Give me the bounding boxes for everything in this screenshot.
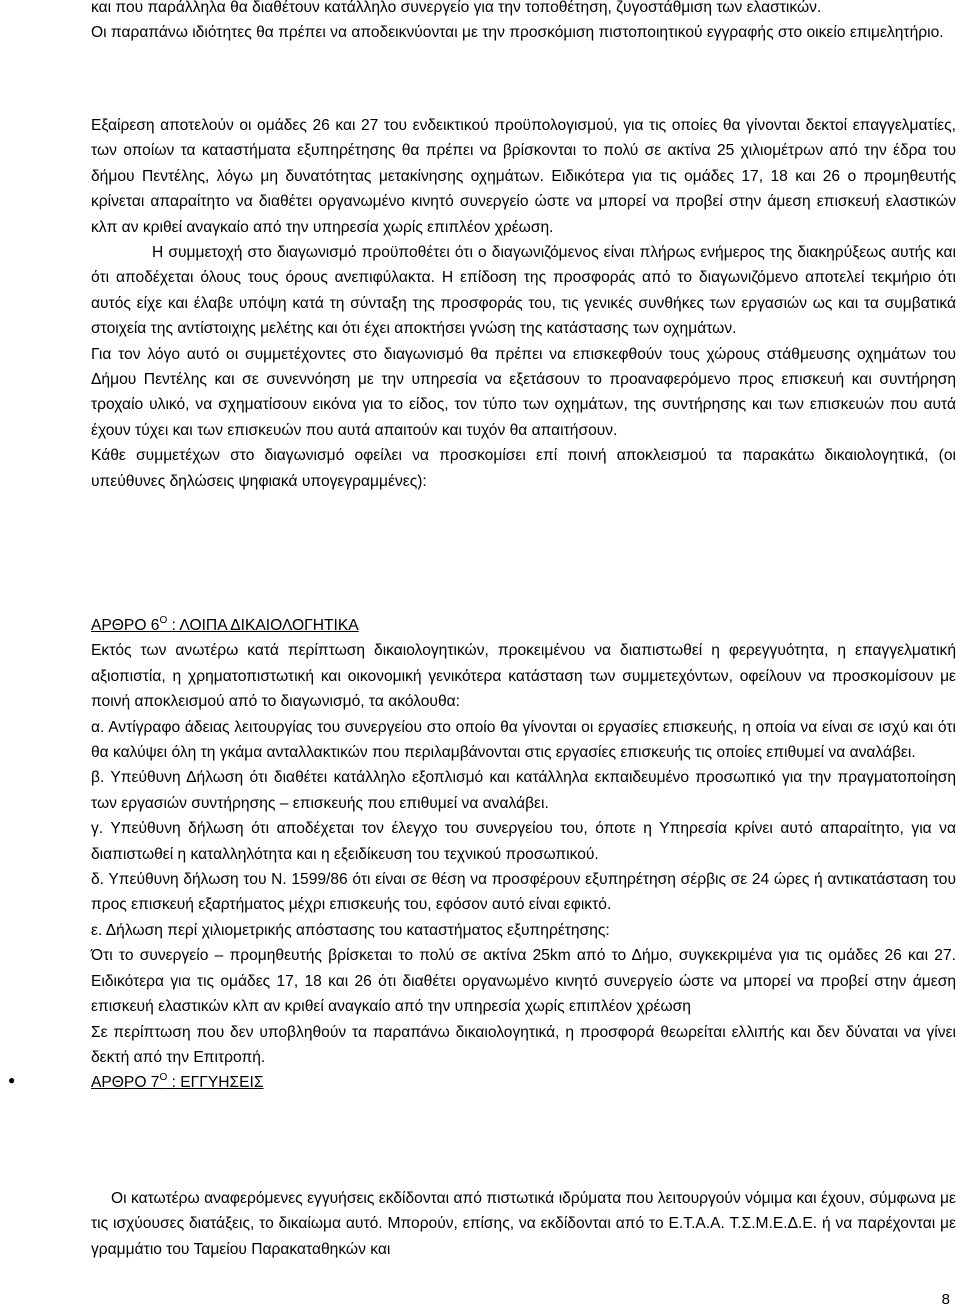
top-block	[91, 0, 956, 46]
item-e: ε. Δήλωση περί χιλιομετρικής απόστασης του καταστήματος εξυπηρέτησης:	[91, 921, 610, 939]
participation-paragraph: Η συμμετοχή στο διαγωνισμό προϋποθέτει ότι ο διαγωνιζόμενος είναι πλήρως ενήμερος της διακηρύξεως αυτής και ότι αποδέχεται όλους τους όρους ανεπιφύλακτα. Η επίδοση της προσφοράς από το διαγωνιζόμενο αποτελεί τεκμήριο ότι αυτός είχε και έλαβε υπόψη κατά τη σύνταξη της προσφοράς του, τις γενικές συνθήκες των εργασιών ως και τα συμβατικά στοιχεία της αντίστοιχης μελέτης και ότι έχει αποκτήσει γνώση της κατάστασης των οχημάτων.	[91, 244, 956, 338]
top-paragraph-2: Οι παραπάνω ιδιότητες θα πρέπει να αποδεικνύονται με την προσκόμιση πιστοποιητικού εγγραφής στο οικείο επιμελητήριο.	[91, 24, 944, 42]
closing-paragraph: Σε περίπτωση που δεν υποβληθούν τα παραπάνω δικαιολογητικά, η προσφορά θεωρείται ελλιπής και δεν δύναται να γίνει δεκτή από την Επιτροπή.	[91, 1023, 956, 1066]
article-7-heading: ΑΡΘΡΟ $7^O$ : ΕΓΓΥΗΣΕΙΣ	[91, 1072, 264, 1092]
exception-paragraph: Εξαίρεση αποτελούν οι ομάδες 26 και 27 του ενδεικτικού προϋπολογισμού, για τις οποίες θα γίνονται δεκτοί επαγγελματίες, των οποίων τα καταστήματα εξυπηρέτησης θα πρέπει να βρίσκονται το πολύ σε ακτίνα 25 χιλιομέτρων από την έδρα του δήμου Πεντέλης, λόγω μη δυνατότητας μετακίνησης οχημάτων. Ειδικότερα για τις ομάδες 17, 18 και 26 ο προμηθευτής κρίνεται απαραίτητο να διαθέτει οργανωμένο κινητό συνεργείο ώστε να μπορεί να προβεί στην άμεση επισκευή ελαστικών κλπ αν κριθεί αναγκαίο από την υπηρεσία χωρίς επιπλέον χρέωση.	[91, 117, 956, 236]
article-6-heading: ΑΡΘΡΟ $6^O$ : ΛΟΙΠΑ ΔΙΚΑΙΟΛΟΓΗΤΙΚΑ	[91, 615, 359, 634]
item-a: α. Αντίγραφο άδειας λειτουργίας του συνεργείου στο οποίο θα γίνονται οι εργασίες επισκευής, η οποία να είναι σε ισχύ και ότι θα καλύψει όλη τη γκάμα ανταλλακτικών που περιλαμβάνονται στις εργασίες επισκευής τις οποίες επιθυμεί να αναλάβει.	[91, 718, 956, 762]
article-6-block	[91, 613, 956, 1096]
top-paragraph-1: και που παράλληλα θα διαθέτουν κατάλληλο συνεργείο για την τοποθέτηση, ζυγοστάθμιση των ελαστικών.	[91, 0, 822, 16]
item-b: β. Υπεύθυνη Δήλωση ότι διαθέτει κατάλληλο εξοπλισμό και κατάλληλα εκπαιδευμένο προσωπικό για την πραγματοποίηση των εργασιών συντήρησης – επισκευής που επιθυμεί να αναλάβει.	[91, 769, 956, 812]
item-c: γ. Υπεύθυνη δήλωση ότι αποδέχεται τον έλεγχο του συνεργείου του, όποτε η Υπηρεσία κρίνει αυτό απαραίτητο, για να διαπιστωθεί η καταλληλότητα και η εξειδίκευση του τεχνικού προσωπικού.	[91, 820, 956, 863]
bullet-icon: ●	[8, 1073, 16, 1087]
documents-required-paragraph: Κάθε συμμετέχων στο διαγωνισμό οφείλει να προσκομίσει επί ποινή αποκλεισμού τα παρακάτω δικαιολογητικά, (οι υπεύθυνες δηλώσεις ψηφιακά υπογεγραμμένες):	[91, 447, 956, 490]
item-d: δ. Υπεύθυνη δήλωση του Ν. 1599/86 ότι είναι σε θέση να προσφέρουν εξυπηρέτηση σέρβις σε 24 ώρες ή αντικατάσταση του προς επισκευή εξαρτήματος μέχρι επισκευής του, εφόσον αυτό είναι εφικτό.	[91, 871, 956, 914]
site-visit-paragraph: Για τον λόγο αυτό οι συμμετέχοντες στο διαγωνισμό θα πρέπει να επισκεφθούν τους χώρους στάθμευσης οχημάτων του Δήμου Πεντέλης και σε συνεννόηση με την υπηρεσία να εξετάσουν το προαναφερόμενο προς επισκευή και συντήρηση τροχαίο υλικό, να σχηματίσουν εικόνα για το είδος, τον τύπο των οχημάτων, της συντήρησης και των επισκευών που αυτά έχουν τύχει και των επισκευών που αυτά απαιτούν και τυχόν θα απαιτήσουν.	[91, 345, 956, 439]
article-7-text: Οι κατωτέρω αναφερόμενες εγγυήσεις εκδίδονται από πιστωτικά ιδρύματα που λειτουργούν νόμιμα και έχουν, σύμφωνα με τις ισχύουσες διατάξεις, το δικαίωμα αυτό. Μπορούν, επίσης, να εκδίδονται από το Ε.Τ.Α.Α. Τ.Σ.Μ.Ε.Δ.Ε. ή να παρέχονται με γραμμάτιο του Ταμείου Παρακαταθηκών και	[91, 1190, 956, 1258]
bullet-item-text: Ότι το συνεργείο – προμηθευτής βρίσκεται το πολύ σε ακτίνα 25km από το Δήμο, συγκεκριμένα για τις ομάδες 26 και 27. Ειδικότερα για τις ομάδες 17, 18 και 26 ότι διαθέτει οργανωμένο κινητό συνεργείο ώστε να μπορεί να προβεί στην άμεση επισκευή ελαστικών κλπ αν κριθεί αναγκαίο από την υπηρεσία χωρίς επιπλέον χρέωση	[91, 947, 956, 1016]
exceptions-block	[91, 113, 956, 494]
article-7-block	[91, 1186, 956, 1262]
page-number: 8	[941, 1291, 950, 1308]
article-6-intro: Εκτός των ανωτέρω κατά περίπτωση δικαιολογητικών, προκειμένου να διαπιστωθεί η φερεγγυότητα, η επαγγελματική αξιοπιστία, η χρηματοπιστωτική και οικονομική γενικότερα κατάσταση των συμμετεχόντων, οφείλουν να προσκομίσουν με ποινή αποκλεισμού από το διαγωνισμό, τα ακόλουθα:	[91, 642, 956, 711]
